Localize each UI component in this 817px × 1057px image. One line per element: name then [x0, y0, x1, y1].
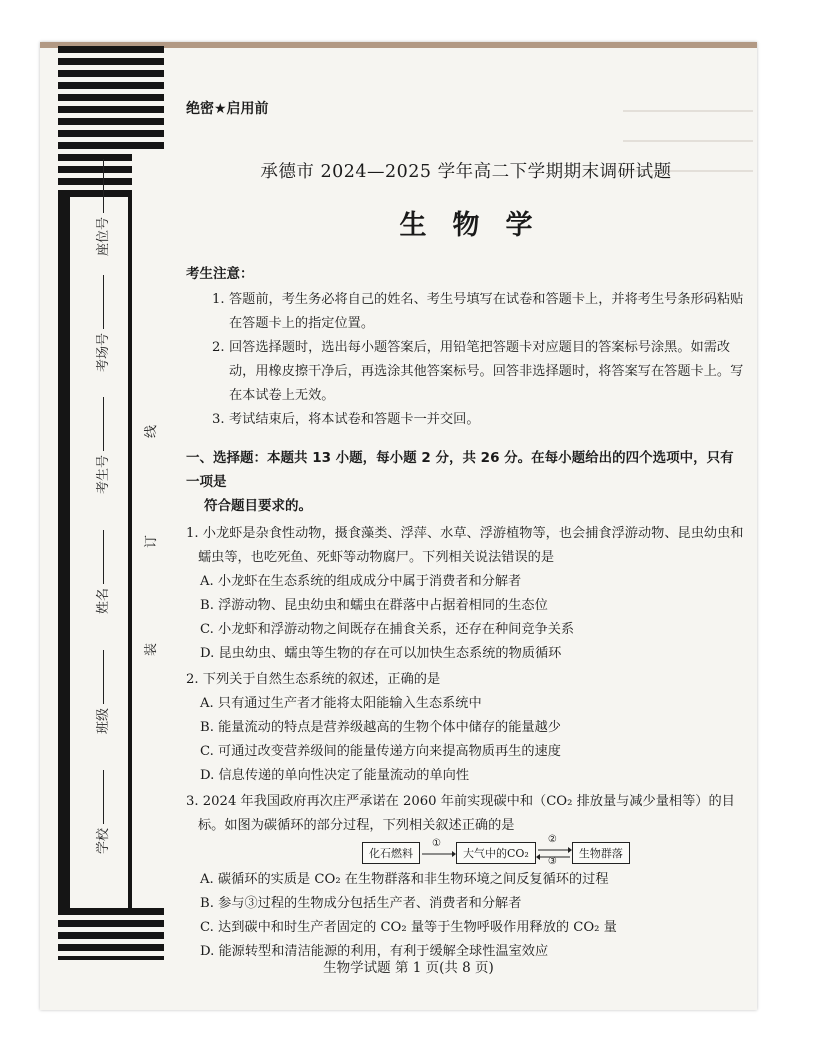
- question-option: B. 能量流动的特点是营养级越高的生物个体中储存的能量越少: [200, 720, 561, 735]
- secret-label: 绝密★启用前: [186, 101, 269, 117]
- arrow-1: [420, 838, 456, 864]
- binding-stripes-top: [58, 46, 164, 154]
- field-exam-room: 考场号: [92, 275, 111, 372]
- question-option: A. 只有通过生产者才能将太阳能输入生态系统中: [200, 696, 482, 711]
- page-footer: 生物学试题 第 1 页(共 8 页): [323, 960, 494, 976]
- question-option: C. 小龙虾和浮游动物之间既存在捕食关系，还存在种间竞争关系: [200, 622, 575, 637]
- arrow-label-1: ①: [432, 838, 441, 849]
- binding-bar: [128, 196, 132, 908]
- question-option: D. 信息传递的单向性决定了能量流动的单向性: [200, 768, 470, 783]
- binding-mark-xian: 线: [144, 424, 159, 438]
- question-option: C. 可通过改变营养级间的能量传递方向来提高物质再生的速度: [200, 744, 561, 759]
- question-option: C. 达到碳中和时生产者固定的 CO₂ 量等于生物呼吸作用释放的 CO₂ 量: [200, 920, 617, 935]
- question-option: A. 小龙虾在生态系统的组成成分中属于消费者和分解者: [200, 574, 522, 589]
- exam-title: 承德市 2024—2025 学年高二下学期期末调研试题: [260, 162, 672, 182]
- binding-stripes-bottom: [58, 908, 164, 960]
- binding-mark-ding: 订: [144, 534, 159, 548]
- binding-bar: [58, 196, 70, 908]
- binding-mark-zhuang: 装: [144, 642, 159, 656]
- diagram-box-community: 生物群落: [572, 842, 630, 864]
- question-option: D. 能源转型和清洁能源的利用，有利于缓解全球性温室效应: [200, 944, 549, 959]
- field-class: 班级: [92, 650, 111, 734]
- question-option: D. 昆虫幼虫、蠕虫等生物的存在可以加快生态系统的物质循环: [200, 646, 562, 661]
- field-candidate-number: 考生号: [92, 397, 111, 494]
- diagram-box-atmosphere-co2: 大气中的CO₂: [456, 842, 536, 864]
- arrow-label-3: ③: [547, 856, 557, 867]
- field-school: 学校: [92, 770, 111, 854]
- notice-item: 2. 回答选择题时，选出每小题答案后，用铅笔把答题卡对应题目的答案标号涂黑。如需改动，用橡皮擦干净后，再选涂其他答案标号。回答非选择题时，将答案写在答题卡上。写在本试卷上无效。: [212, 340, 744, 403]
- notice-item: 1. 答题前，考生务必将自己的姓名、考生号填写在试卷和答题卡上，并将考生号条形码粘贴在答题卡上的指定位置。: [212, 292, 744, 331]
- question-option: B. 浮游动物、昆虫幼虫和蠕虫在群落中占据着相同的生态位: [200, 598, 548, 613]
- carbon-cycle-diagram: [362, 834, 746, 867]
- subject-title: 生物学: [399, 210, 559, 241]
- question-stem: 1. 小龙虾是杂食性动物，摄食藻类、浮萍、水草、浮游植物等，也会捕食浮游动物、昆虫幼虫和 蠕虫等，也吃死鱼、死虾等动物腐尸。下列相关说法错误的是: [186, 526, 744, 565]
- binding-strip: [58, 46, 166, 960]
- field-seat-number: 座位号: [92, 159, 111, 256]
- diagram-box-fossil-fuel: 化石燃料: [362, 842, 420, 864]
- notice-item: 3. 考试结束后，将本试卷和答题卡一并交回。: [212, 412, 480, 427]
- field-name: 姓名: [92, 530, 111, 614]
- notice-heading: 考生注意：: [186, 266, 254, 282]
- arrow-2-3: [536, 834, 572, 867]
- question-option: B. 参与③过程的生物成分包括生产者、消费者和分解者: [200, 896, 522, 911]
- section-heading: 一、选择题：本题共 13 小题，每小题 2 分，共 26 分。在每小题给出的四个选项中，只有一项是 符合题目要求的。: [186, 450, 734, 514]
- question-stem: 2. 下列关于自然生态系统的叙述，正确的是: [186, 672, 441, 687]
- question-option: A. 碳循环的实质是 CO₂ 在生物群落和非生物环境之间反复循环的过程: [200, 872, 609, 887]
- arrow-label-2: ②: [547, 834, 557, 845]
- page-content: [186, 98, 746, 964]
- right-arrow-icon: [420, 842, 456, 864]
- question-stem: 3. 2024 年我国政府再次庄严承诺在 2060 年前实现碳中和（CO₂ 排放量与减少量相等）的目 标。如图为碳循环的部分过程，下列相关叙述正确的是: [186, 794, 735, 833]
